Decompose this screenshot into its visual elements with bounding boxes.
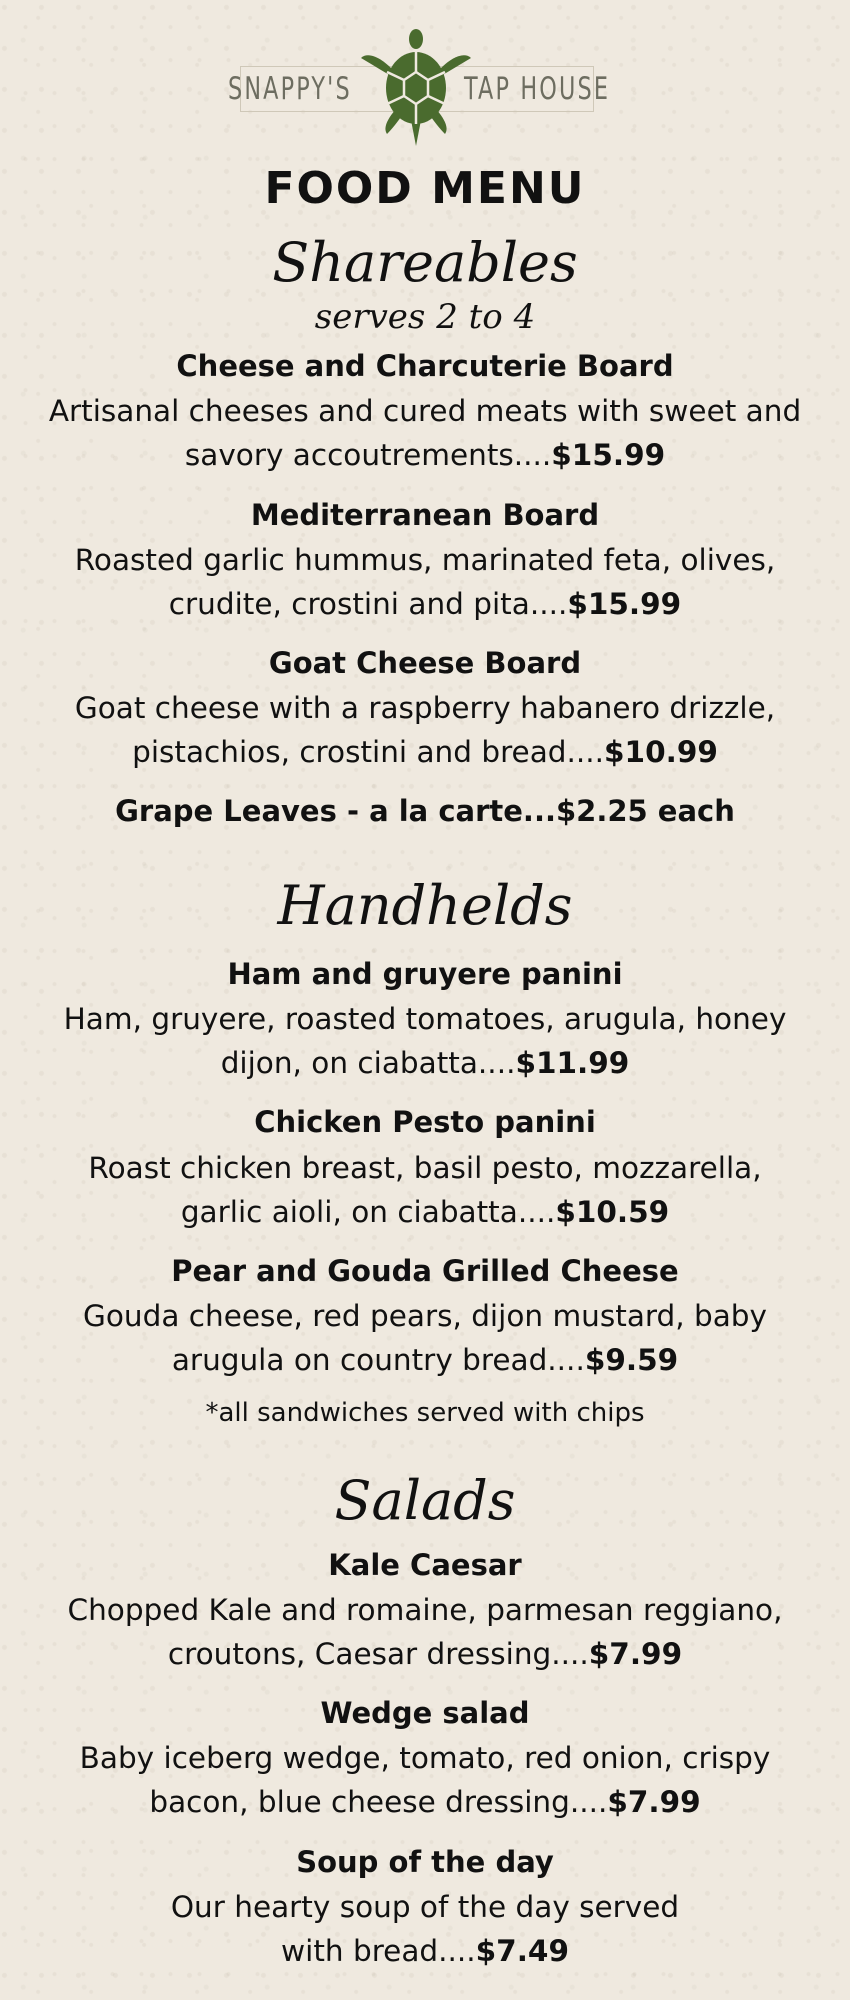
menu-item-name: Chicken Pesto panini <box>254 1105 596 1139</box>
menu-item-desc: croutons, Caesar dressing....$7.99 <box>167 1637 683 1671</box>
menu-item-desc: Gouda cheese, red pears, dijon mustard, baby <box>83 1299 767 1333</box>
menu-item-name: Wedge salad <box>320 1696 530 1730</box>
menu-item-price: $10.99 <box>604 735 718 769</box>
sandwich-note: *all sandwiches served with chips <box>205 1398 645 1428</box>
menu-item-name: Ham and gruyere panini <box>227 957 623 991</box>
menu-item-desc: Ham, gruyere, roasted tomatoes, arugula, honey <box>63 1002 787 1036</box>
logo <box>228 28 611 146</box>
logo-right-text: TAP HOUSE <box>464 71 611 107</box>
menu-item-desc: pistachios, crostini and bread....$10.99 <box>132 735 718 769</box>
menu-item-desc: crudite, crostini and pita....$15.99 <box>168 587 682 621</box>
menu-item-price: $7.99 <box>588 1637 683 1671</box>
menu-item-desc: Baby iceberg wedge, tomato, red onion, crispy <box>79 1741 771 1775</box>
menu-item-desc: savory accoutrements....$15.99 <box>184 438 666 472</box>
menu-item-price: $10.59 <box>555 1195 670 1229</box>
menu-item-desc: dijon, on ciabatta....$11.99 <box>220 1046 630 1080</box>
section-heading-handhelds: Handhelds <box>277 874 573 937</box>
menu-item-desc: arugula on country bread....$9.59 <box>171 1343 679 1377</box>
menu-item-desc: Roast chicken breast, basil pesto, mozzarella, <box>88 1151 762 1185</box>
menu-item-price: $9.59 <box>584 1343 679 1377</box>
turtle-icon <box>361 28 471 146</box>
menu-item-desc: with bread....$7.49 <box>281 1934 569 1968</box>
menu-item-name: Mediterranean Board <box>250 498 600 532</box>
menu-item-price: $7.49 <box>475 1934 569 1968</box>
menu-item-price: $11.99 <box>515 1046 630 1080</box>
menu-item-price: $7.99 <box>607 1785 701 1819</box>
menu-item-name: Grape Leaves - a la carte...$2.25 each <box>115 794 735 828</box>
menu-item-desc: Our hearty soup of the day served <box>170 1890 680 1924</box>
section-heading-shareables: Shareables <box>272 231 578 294</box>
menu-item-desc: Chopped Kale and romaine, parmesan reggiano, <box>67 1593 783 1627</box>
menu-item-name: Soup of the day <box>296 1845 554 1879</box>
page-title: FOOD MENU <box>264 163 586 214</box>
menu-item-desc: garlic aioli, on ciabatta....$10.59 <box>180 1195 670 1229</box>
menu-item-desc: Roasted garlic hummus, marinated feta, olives, <box>74 543 776 577</box>
menu-item-desc: bacon, blue cheese dressing....$7.99 <box>149 1785 701 1819</box>
section-heading-salads: Salads <box>334 1469 516 1532</box>
menu-item-name: Goat Cheese Board <box>268 646 582 680</box>
menu-item-price: $15.99 <box>567 587 682 621</box>
logo-left-text: SNAPPY'S <box>228 71 352 107</box>
menu-item-name: Kale Caesar <box>328 1548 522 1582</box>
menu-item-desc: Goat cheese with a raspberry habanero drizzle, <box>74 691 776 725</box>
menu-item-price: $15.99 <box>551 438 666 472</box>
section-subheading: serves 2 to 4 <box>314 297 536 337</box>
menu-item-name: Cheese and Charcuterie Board <box>176 349 674 383</box>
menu-item-name: Pear and Gouda Grilled Cheese <box>171 1254 679 1288</box>
menu-item-desc: Artisanal cheeses and cured meats with sweet and <box>48 394 802 428</box>
